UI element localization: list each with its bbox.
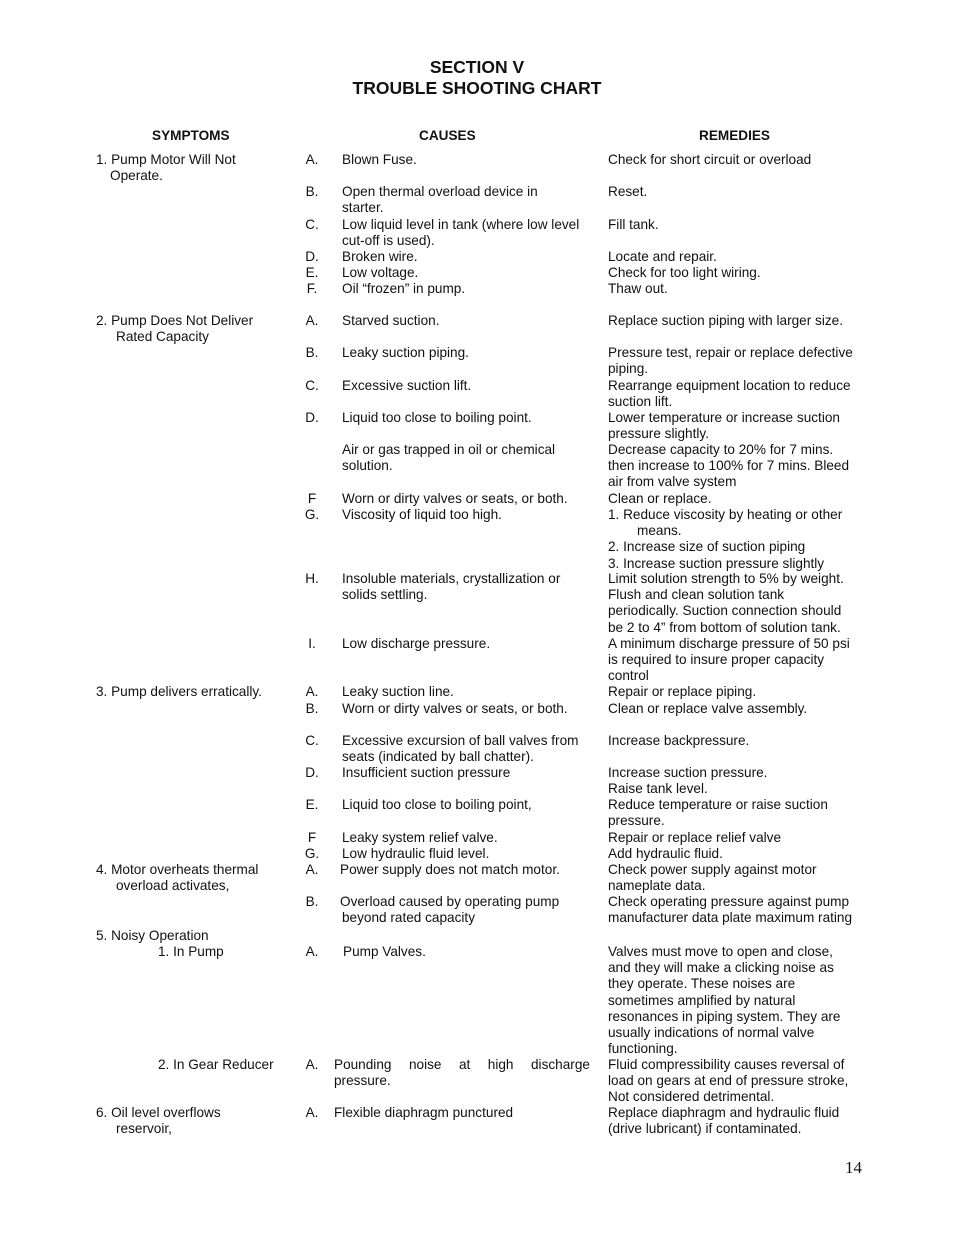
r5b-cause-letter: A. <box>305 1057 319 1072</box>
r1-cause-letter: A. <box>305 152 319 167</box>
r2-cause-text: Liquid too close to boiling point. <box>342 410 532 425</box>
r2-remedy-text: Limit solution strength to 5% by weight. <box>608 571 844 586</box>
r5b-cause-text <box>334 1057 590 1073</box>
r4-remedy-text: nameplate data. <box>608 878 706 894</box>
r2-cause-letter: F <box>307 491 317 506</box>
r3-cause-text: Leaky suction line. <box>342 684 454 699</box>
r3-cause-letter: B. <box>305 701 319 716</box>
r2-remedy-text: be 2 to 4” from bottom of solution tank. <box>608 619 841 635</box>
header-remedies: REMEDIES <box>699 128 771 143</box>
r1-cause-text: Low liquid level in tank (where low level <box>342 217 580 232</box>
r2-cause-text: Starved suction. <box>342 313 440 328</box>
cause-word: noise <box>408 1057 442 1072</box>
page-number: 14 <box>845 1158 862 1177</box>
r1-remedy-text: Reset. <box>608 184 648 199</box>
header-causes: CAUSES <box>419 128 476 143</box>
r5a-remedy-text: and they will make a clicking noise as <box>608 960 834 976</box>
r2-cause-text: Excessive suction lift. <box>342 378 472 393</box>
r6-cause-letter: A. <box>305 1105 319 1120</box>
r1-remedy-text: Locate and repair. <box>608 249 717 264</box>
r6-cause-text: Flexible diaphragm punctured <box>334 1105 514 1120</box>
r2-cause-text: Worn or dirty valves or seats, or both. <box>342 491 568 506</box>
r2-cause-letter: C. <box>305 378 319 393</box>
r5b-cause-text: pressure. <box>334 1073 391 1089</box>
r2-remedy-text: air from valve system <box>608 474 737 490</box>
r2-cause-text: solution. <box>342 458 393 474</box>
r1-cause-text: Oil “frozen” in pump. <box>342 281 466 296</box>
r1-cause-letter: D. <box>305 249 319 264</box>
r5b-remedy-text: load on gears at end of pressure stroke, <box>608 1073 849 1089</box>
r3-cause-text: Excessive excursion of ball valves from <box>342 733 579 748</box>
r3-cause-letter: E. <box>305 797 319 812</box>
r3-cause-letter: G. <box>304 846 320 861</box>
r2-cause-letter: H. <box>305 571 319 586</box>
r3-cause-text: Liquid too close to boiling point, <box>342 797 532 812</box>
r5a-remedy-text: resonances in piping system. They are <box>608 1008 841 1024</box>
r3-cause-text: Low hydraulic fluid level. <box>342 846 490 861</box>
symptom-4 <box>96 862 258 894</box>
symptom-3 <box>96 684 262 700</box>
r1-cause-letter: C. <box>305 217 319 232</box>
r4-remedy-text: Check operating pressure against pump <box>608 894 850 909</box>
r4-cause-letter: A. <box>305 862 319 877</box>
r2-remedy-text: Flush and clean solution tank <box>608 587 785 603</box>
r3-cause-text: Worn or dirty valves or seats, or both. <box>342 701 568 716</box>
r2-cause-letter: G. <box>304 507 320 522</box>
symptom-6-line1: 6. Oil level overflows <box>96 1105 221 1120</box>
r6-remedy-text: Replace diaphragm and hydraulic fluid <box>608 1105 840 1120</box>
r3-remedy-text: Increase suction pressure. <box>608 765 768 780</box>
r1-cause-text: starter. <box>342 200 384 216</box>
r1-cause-text: cut-off is used). <box>342 233 435 249</box>
r5a-cause-text: Pump Valves. <box>343 944 426 959</box>
r5a-remedy-text: they operate. These noises are <box>608 976 796 992</box>
r2-remedy-text: then increase to 100% for 7 mins. Bleed <box>608 458 850 474</box>
r2-remedy-text: pressure slightly. <box>608 426 709 442</box>
symptom-2-line2: Rated Capacity <box>116 329 209 345</box>
r2-remedy-text: Replace suction piping with larger size. <box>608 313 843 328</box>
r2-remedy-text: means. <box>637 523 682 539</box>
r1-cause-text: Low voltage. <box>342 265 419 280</box>
r5a-cause-letter: A. <box>305 944 319 959</box>
r2-cause-letter: D. <box>305 410 319 425</box>
r5a-remedy-text: usually indications of normal valve <box>608 1025 815 1040</box>
r2-remedy-text: suction lift. <box>608 394 673 410</box>
symptom-1-line2: Operate. <box>110 168 163 184</box>
cause-word: Pounding <box>334 1057 392 1072</box>
symptom-5-sub2: 2. In Gear Reducer <box>158 1057 274 1072</box>
r4-remedy-text: manufacturer data plate maximum rating <box>608 910 853 926</box>
r3-remedy-text: Add hydraulic fluid. <box>608 846 723 861</box>
r2-remedy-text: 3. Increase suction pressure slightly <box>608 555 825 571</box>
r2-remedy-text: periodically. Suction connection should <box>608 603 842 619</box>
r1-cause-letter: F. <box>306 281 318 296</box>
r2-cause-text: solids settling. <box>342 587 428 603</box>
r2-remedy-text: 1. Reduce viscosity by heating or other <box>608 507 843 522</box>
r2-remedy-text: control <box>608 668 649 684</box>
r3-remedy-text: Repair or replace relief valve <box>608 830 782 845</box>
r4-remedy-text: Check power supply against motor <box>608 862 817 877</box>
symptom-6-line2: reservoir, <box>116 1121 172 1137</box>
r3-remedy-text: Repair or replace piping. <box>608 684 757 699</box>
r1-cause-text: Blown Fuse. <box>342 152 417 167</box>
r1-remedy-text: Fill tank. <box>608 217 659 232</box>
r2-remedy-text: Lower temperature or increase suction <box>608 410 840 425</box>
symptom-5 <box>96 928 209 944</box>
header-symptoms: SYMPTOMS <box>152 128 230 143</box>
r2-cause-letter: I. <box>308 636 316 651</box>
r4-cause-letter: B. <box>305 894 319 909</box>
r1-remedy-text: Check for too light wiring. <box>608 265 761 280</box>
symptom-4-line1: 4. Motor overheats thermal <box>96 862 259 877</box>
r2-remedy-text: Pressure test, repair or replace defective <box>608 345 853 360</box>
symptom-2-line1: 2. Pump Does Not Deliver <box>96 313 254 328</box>
r2-remedy-text: Rearrange equipment location to reduce <box>608 378 851 393</box>
r3-cause-letter: C. <box>305 733 319 748</box>
r3-remedy-text: Raise tank level. <box>608 781 708 797</box>
symptom-6 <box>96 1105 221 1137</box>
chart-title: TROUBLE SHOOTING CHART <box>352 78 602 98</box>
r4-cause-text: Power supply does not match motor. <box>340 862 560 877</box>
r3-cause-text: Insufficient suction pressure <box>342 765 511 780</box>
r6-remedy-text: (drive lubricant) if contaminated. <box>608 1121 802 1137</box>
r3-remedy-text: Clean or replace valve assembly. <box>608 701 808 716</box>
r1-remedy-text: Check for short circuit or overload <box>608 152 812 167</box>
r3-cause-text: Leaky system relief valve. <box>342 830 498 845</box>
r2-remedy-text: A minimum discharge pressure of 50 psi <box>608 636 850 651</box>
symptom-3-line1: 3. Pump delivers erratically. <box>96 684 262 699</box>
r5a-remedy-text: sometimes amplified by natural <box>608 992 796 1008</box>
r1-cause-letter: B. <box>305 184 319 199</box>
r3-cause-letter: F <box>307 830 317 845</box>
r2-remedy-text: Decrease capacity to 20% for 7 mins. <box>608 442 834 457</box>
r4-cause-text: Overload caused by operating pump <box>340 894 560 909</box>
r5a-remedy-text: functioning. <box>608 1041 678 1057</box>
r3-cause-letter: A. <box>305 684 319 699</box>
r3-remedy-text: Reduce temperature or raise suction <box>608 797 828 812</box>
r4-cause-text: beyond rated capacity <box>342 910 476 926</box>
symptom-5-line1: 5. Noisy Operation <box>96 928 209 943</box>
r5b-remedy-text: Not considered detrimental. <box>608 1089 775 1105</box>
symptom-1 <box>96 152 236 184</box>
r2-remedy-text: is required to insure proper capacity <box>608 652 825 668</box>
r2-cause-text: Low discharge pressure. <box>342 636 491 651</box>
r2-cause-text: Air or gas trapped in oil or chemical <box>342 442 556 457</box>
r1-cause-letter: E. <box>305 265 319 280</box>
cause-word: at <box>458 1057 471 1072</box>
r2-cause-text: Leaky suction piping. <box>342 345 469 360</box>
r2-remedy-text: Clean or replace. <box>608 491 712 506</box>
r5a-remedy-text: Valves must move to open and close, <box>608 944 833 959</box>
symptom-1-line1: 1. Pump Motor Will Not <box>96 152 236 167</box>
section-title: SECTION V <box>429 57 525 77</box>
symptom-5-sub1: 1. In Pump <box>158 944 224 959</box>
r2-cause-letter: A. <box>305 313 319 328</box>
r1-cause-text: Broken wire. <box>342 249 418 264</box>
cause-word: discharge <box>531 1057 590 1072</box>
r3-remedy-text: pressure. <box>608 813 665 829</box>
r5b-remedy-text: Fluid compressibility causes reversal of <box>608 1057 845 1072</box>
r2-cause-letter: B. <box>305 345 319 360</box>
symptom-2 <box>96 313 253 345</box>
r2-remedy-text: 2. Increase size of suction piping <box>608 539 806 555</box>
r3-remedy-text: Increase backpressure. <box>608 733 750 748</box>
r1-remedy-text: Thaw out. <box>608 281 668 296</box>
r3-cause-text: seats (indicated by ball chatter). <box>342 749 534 765</box>
r2-cause-text: Viscosity of liquid too high. <box>342 507 502 522</box>
cause-word: high <box>487 1057 514 1072</box>
r3-cause-letter: D. <box>305 765 319 780</box>
r1-cause-text: Open thermal overload device in <box>342 184 538 199</box>
r2-cause-text: Insoluble materials, crystallization or <box>342 571 561 586</box>
symptom-4-line2: overload activates, <box>116 878 230 894</box>
r2-remedy-text: piping. <box>608 361 649 377</box>
